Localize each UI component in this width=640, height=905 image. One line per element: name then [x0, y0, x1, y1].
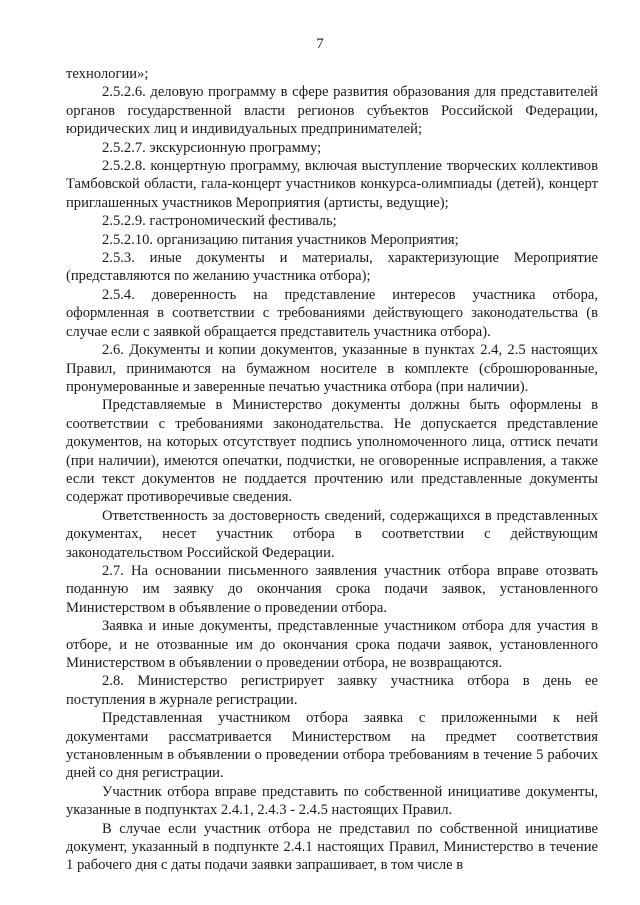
paragraph-2-5-2-9: 2.5.2.9. гастрономический фестиваль;: [102, 213, 337, 230]
paragraph-2-5-4: 2.5.4. доверенность на представление интересов участника отбора, оформленная в соответствии с требованиями действующего законодательства (в случае если с заявкой обращается представитель участника отбора).: [66, 286, 598, 340]
paragraph-2-7: 2.7. На основании письменного заявления участник отбора вправе отозвать поданную им заявку до окончания срока подачи заявок, установленного Министерством в объявление о проведении отбора.: [66, 562, 598, 616]
page-number: 7: [316, 36, 324, 52]
paragraph-2-5-2-8: 2.5.2.8. концертную программу, включая выступление творческих коллективов Тамбовской области, гала-концерт участников конкурса-олимпиады (детей), концерт приглашенных участников Мероприятия (артисты, ведущие);: [66, 158, 598, 211]
paragraph-review-period: Представленная участником отбора заявка с приложенными к ней документами рассматривается Министерством на предмет соответствия установленным в объявлении о проведении отбора требованиям в течение 5 рабочих дней со дня регистрации.: [66, 710, 598, 782]
document-body: [66, 65, 598, 875]
paragraph-2-6: 2.6. Документы и копии документов, указанные в пунктах 2.4, 2.5 настоящих Правил, принимаются на бумажном носителе в комплекте (сброшюрованные, пронумерованные и заверенные печатью участника отбора (при наличии).: [66, 342, 598, 395]
paragraph-documents-requirements: Представляемые в Министерство документы должны быть оформлены в соответствии с требованиями законодательства. Не допускается представление документов, на которых отсутствует подпись уполномоченного лица, оттиск печати (при наличии), имеются опечатки, подчистки, не оговоренные исправления, а также если текст документов не поддается прочтению или представленные документы содержат противоречивые сведения.: [66, 397, 598, 506]
paragraph-2-5-3: 2.5.3. иные документы и материалы, характеризующие Мероприятие (представляются по желанию участника отбора);: [66, 250, 598, 285]
paragraph-2-5-2-10: 2.5.2.10. организацию питания участников Мероприятия;: [102, 231, 459, 248]
paragraph-continuation: технологии»;: [66, 66, 149, 82]
paragraph-own-initiative: Участник отбора вправе представить по собственной инициативе документы, указанные в подпунктах 2.4.1, 2.4.3 - 2.4.5 настоящих Правил.: [66, 783, 598, 819]
paragraph-2-8: 2.8. Министерство регистрирует заявку участника отбора в день ее поступления в журнале регистрации.: [66, 673, 598, 708]
paragraph-ministry-request: В случае если участник отбора не представил по собственной инициативе документ, указанный в подпункте 2.4.1 настоящих Правил, Министерство в течение 1 рабочего дня с даты подачи заявки запрашивает, в том числе в: [66, 820, 598, 874]
paragraph-application-not-returned: Заявка и иные документы, представленные участником отбора для участия в отборе, и не отозванные им до окончания срока подачи заявок, установленного Министерством в объявлении о проведении отбора, не возвращаются.: [66, 618, 598, 671]
paragraph-2-5-2-6: 2.5.2.6. деловую программу в сфере развития образования для представителей органов государственной власти регионов субъектов Российской Федерации, юридических лиц и индивидуальных предпринимателей;: [66, 84, 598, 138]
paragraph-responsibility: Ответственность за достоверность сведений, содержащихся в представленных документах, несет участник отбора в соответствии с действующим законодательством Российской Федерации.: [66, 507, 598, 561]
paragraph-2-5-2-7: 2.5.2.7. экскурсионную программу;: [102, 139, 322, 156]
